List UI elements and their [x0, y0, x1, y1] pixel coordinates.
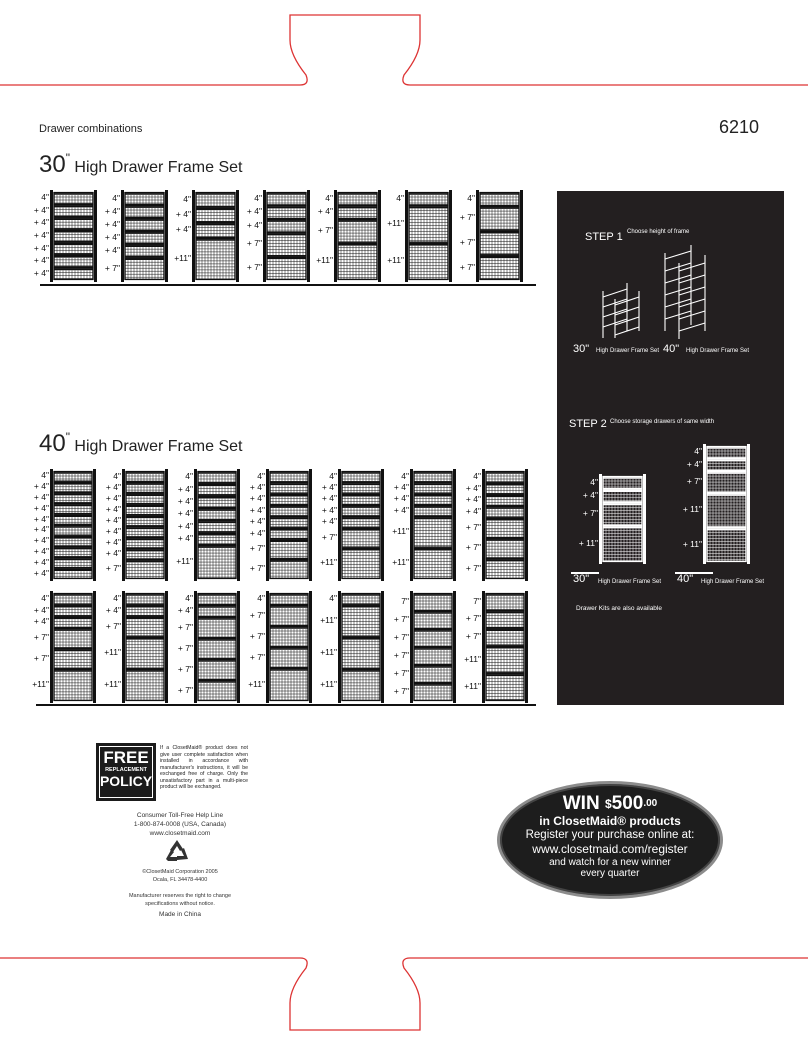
contact-phone: 1-800-874-0008 (USA, Canada)	[133, 821, 227, 828]
drawer-7-inch	[198, 660, 236, 680]
heading-40-text: High Drawer Frame Set	[69, 438, 243, 455]
made-in: Made in China	[159, 911, 201, 918]
badge-replacement: REPLACEMENT	[105, 767, 147, 773]
drawer-size-label: + 7"	[177, 621, 193, 632]
promo-amount: 500	[611, 793, 644, 814]
drawer-size-label: + 4"	[321, 516, 337, 527]
drawer-size-label: + 7"	[246, 238, 262, 249]
drawer-size-label: + 4"	[33, 255, 49, 266]
drawer-size-label: + 7"	[393, 650, 409, 660]
drawer-7-inch	[270, 627, 308, 647]
drawer-7-inch	[270, 648, 308, 668]
drawer-7-inch	[270, 540, 308, 559]
drawer-size-label: + 4"	[33, 535, 49, 546]
drawer-size-label: + 4"	[33, 204, 49, 215]
drawer-size-label: 7"	[401, 596, 409, 606]
drawer-size-label: + 11"	[682, 504, 702, 515]
drawer-7-inch	[126, 560, 164, 578]
drawer-size-label: + 4"	[33, 616, 49, 627]
drawer-size-label: +11"	[248, 678, 265, 689]
drawer-7-inch	[270, 606, 308, 626]
recycle-icon	[163, 839, 191, 865]
drawer-size-label: +11"	[320, 678, 337, 689]
drawer-size-label: + 4"	[175, 224, 191, 235]
drawer-size-label: + 4"	[33, 242, 49, 253]
heading-30-text: High Drawer Frame Set	[69, 159, 243, 176]
free-replacement-badge	[96, 743, 156, 801]
drawer-size-label: + 7"	[393, 632, 409, 642]
drawer-size-label: 4"	[325, 192, 333, 203]
contact-website: www.closetmaid.com	[149, 830, 211, 837]
divider-30	[40, 284, 536, 286]
drawer-frame-set	[462, 469, 548, 581]
drawer-size-label: + 4"	[175, 208, 191, 219]
drawer-size-label: +11"	[387, 218, 404, 229]
drawer-7-inch	[198, 639, 236, 659]
drawer-size-label: + 7"	[465, 630, 481, 641]
drawer-size-label: 4"	[590, 476, 598, 487]
badge-free: FREE	[103, 748, 149, 767]
frame30-number: 30"	[573, 343, 590, 355]
example40-label: High Drawer Frame Set	[701, 579, 765, 585]
drawer-7-inch	[414, 612, 452, 629]
drawer-size-label: + 4"	[393, 504, 409, 515]
heading-40-frame-set	[39, 430, 242, 458]
drawer-size-label: + 7"	[105, 620, 121, 631]
drawer-size-label: + 7"	[249, 630, 265, 641]
drawer-11-inch	[270, 669, 308, 701]
drawer-size-label: +11"	[174, 252, 191, 263]
drawer-size-label: + 7"	[321, 531, 337, 542]
drawer-size-label: + 7"	[459, 261, 475, 272]
divider-40	[36, 704, 536, 706]
drawer-frame-set	[462, 591, 548, 703]
model-number: 6210	[719, 117, 760, 137]
drawer-size-label: + 7"	[33, 652, 49, 663]
drawer-size-label: + 4"	[33, 524, 49, 535]
drawer-size-label: 4"	[41, 470, 49, 481]
heading-40-number: 40	[39, 430, 66, 457]
drawer-size-label: + 4"	[33, 567, 49, 578]
drawer-size-label: +11"	[320, 557, 337, 568]
step1-description: Choose height of frame	[627, 229, 690, 235]
drawer-frame-set	[456, 190, 543, 282]
example30-label: High Drawer Frame Set	[598, 579, 662, 585]
drawer-size-label: +11"	[464, 681, 481, 692]
drawer-size-label: +11"	[104, 646, 121, 657]
promo-line5: and watch for a new winner	[549, 857, 671, 868]
drawer-7-inch	[486, 629, 524, 645]
drawer-7-inch	[270, 560, 308, 579]
drawer-size-label: + 4"	[105, 481, 121, 492]
heading-30-unit: "	[65, 151, 70, 165]
drawer-size-label: +11"	[387, 255, 404, 266]
drawer-size-label: + 7"	[249, 543, 265, 554]
badge-policy: POLICY	[99, 773, 153, 789]
frame30-label: High Drawer Frame Set	[596, 348, 660, 354]
step2-description: Choose storage drawers of same width	[610, 419, 715, 425]
drawer-size-label: + 4"	[249, 516, 265, 527]
drawer-size-label: + 4"	[33, 217, 49, 228]
drawer-size-label: + 7"	[393, 614, 409, 624]
drawer-size-label: + 4"	[177, 605, 193, 615]
drawer-7-inch	[414, 630, 452, 647]
step1-title: STEP 1	[585, 231, 623, 243]
drawer-size-label: + 4"	[246, 206, 262, 217]
drawer-size-label: + 7"	[33, 632, 49, 643]
section-label: Drawer combinations	[39, 123, 143, 135]
drawer-size-label: +11"	[104, 678, 121, 689]
drawer-size-label: + 4"	[33, 556, 49, 567]
drawer-size-label: + 4"	[321, 493, 337, 504]
drawer-size-label: + 7"	[393, 686, 409, 696]
drawer-size-label: 4"	[694, 446, 702, 457]
drawer-size-label: 4"	[396, 192, 404, 203]
frame-illustrations	[595, 241, 755, 341]
heading-30-number: 30	[39, 151, 66, 178]
drawer-size-label: +11"	[392, 557, 409, 568]
drawer-size-label: + 4"	[104, 205, 120, 216]
corp-line1: ©ClosetMaid Corporation 2005	[142, 869, 218, 875]
promo-line4: www.closetmaid.com/register	[532, 842, 688, 856]
drawer-size-label: +11"	[176, 556, 193, 567]
drawer-7-inch	[198, 681, 236, 701]
drawer-size-label: + 4"	[105, 503, 121, 514]
drawer-size-label: + 7"	[249, 651, 265, 662]
drawer-size-label: 7"	[473, 595, 481, 606]
drawer-7-inch	[342, 528, 380, 547]
corp-line2: Ocala, FL 34478-4400	[152, 877, 208, 883]
drawer-size-label: + 4"	[105, 537, 121, 547]
contact-line1: Consumer Toll-Free Help Line	[136, 812, 224, 819]
drawer-size-label: + 4"	[105, 492, 121, 503]
drawer-size-label: + 4"	[249, 493, 265, 504]
drawer-size-label: + 4"	[104, 244, 120, 255]
drawer-size-label: + 4"	[104, 218, 120, 229]
example40-number: 40"	[677, 573, 694, 585]
drawer-size-label: + 4"	[582, 489, 598, 500]
drawer-size-label: + 7"	[465, 613, 481, 624]
drawer-size-label: + 7"	[177, 663, 193, 674]
kits-note: Drawer Kits are also available	[576, 605, 662, 612]
drawer-frame-set	[579, 474, 666, 564]
drawer-size-label: + 4"	[465, 505, 481, 516]
drawer-size-label: +11"	[32, 678, 49, 689]
drawer-size-label: 4"	[113, 470, 121, 481]
drawer-size-label: 4"	[112, 192, 120, 203]
drawer-7-inch	[486, 611, 524, 627]
drawer-size-label: + 7"	[249, 609, 265, 620]
corp-block	[100, 868, 260, 884]
drawer-size-label: 4"	[41, 192, 49, 203]
drawer-size-label: + 4"	[33, 481, 49, 492]
promo-win	[500, 794, 720, 814]
drawer-size-label: + 4"	[249, 504, 265, 515]
drawer-size-label: 4"	[185, 471, 193, 482]
drawer-size-label: + 4"	[104, 231, 120, 242]
drawer-size-label: + 7"	[105, 563, 121, 574]
drawer-size-label: + 7"	[393, 668, 409, 678]
drawer-size-label: + 4"	[33, 267, 49, 278]
drawer-size-label: + 7"	[459, 212, 475, 223]
drawer-size-label: + 4"	[177, 483, 193, 494]
heading-40-unit: "	[65, 430, 70, 444]
frame40-number: 40"	[663, 343, 680, 355]
drawer-7-inch	[414, 666, 452, 683]
promo-line6: every quarter	[580, 868, 640, 879]
drawer-size-label: 4"	[329, 470, 337, 481]
drawer-size-label: 4"	[467, 193, 475, 204]
drawer-size-label: 4"	[41, 592, 49, 603]
drawer-size-label: + 11"	[682, 538, 702, 549]
drawer-size-label: 4"	[185, 593, 193, 603]
drawer-frame-set	[683, 444, 770, 564]
drawer-size-label: + 4"	[393, 493, 409, 504]
drawer-size-label: + 4"	[321, 482, 337, 493]
heading-30-frame-set	[39, 151, 242, 179]
drawer-size-label: +11"	[464, 653, 481, 664]
drawer-size-label: + 7"	[177, 684, 193, 695]
drawer-size-label: + 7"	[582, 508, 598, 519]
drawer-size-label: + 4"	[33, 546, 49, 556]
drawer-7-inch	[414, 684, 452, 701]
drawer-size-label: + 4"	[249, 527, 265, 538]
drawer-size-label: + 4"	[33, 604, 49, 615]
drawer-size-label: + 7"	[686, 476, 702, 487]
drawer-size-label: + 7"	[459, 237, 475, 248]
drawer-size-label: + 4"	[177, 495, 193, 506]
notice-block	[100, 892, 260, 908]
drawer-size-label: + 4"	[465, 482, 481, 493]
drawer-size-label: + 7"	[465, 521, 481, 532]
drawer-size-label: 4"	[473, 470, 481, 481]
frame40-label: High Drawer Frame Set	[686, 348, 750, 354]
drawer-size-label: 4"	[183, 193, 191, 204]
promo-line2: in ClosetMaid® products	[539, 814, 681, 828]
drawer-size-label: + 4"	[321, 504, 337, 515]
example30-number: 30"	[573, 573, 590, 585]
drawer-size-label: + 7"	[465, 542, 481, 553]
contact-block	[100, 811, 260, 838]
drawer-size-label: + 7"	[177, 642, 193, 653]
drawer-size-label: + 4"	[105, 514, 121, 525]
drawer-size-label: + 4"	[177, 532, 193, 543]
drawer-size-label: + 4"	[246, 219, 262, 230]
drawer-size-label: 4"	[113, 592, 121, 603]
drawer-size-label: +11"	[316, 255, 333, 266]
drawer-size-label: 4"	[257, 593, 265, 603]
step2-title: STEP 2	[569, 418, 607, 430]
drawer-size-label: + 7"	[246, 262, 262, 273]
drawer-size-label: + 7"	[249, 563, 265, 574]
promo-cents: .00	[643, 798, 658, 809]
drawer-size-label: + 4"	[686, 458, 702, 469]
drawer-size-label: +11"	[320, 614, 337, 625]
steps-panel	[557, 191, 784, 705]
drawer-size-label: + 4"	[317, 206, 333, 217]
drawer-size-label: + 7"	[465, 562, 481, 573]
drawer-7-inch	[486, 594, 524, 610]
promo-line3: Register your purchase online at:	[525, 829, 695, 841]
drawer-size-label: + 11"	[578, 537, 598, 548]
win-promo-oval	[497, 781, 723, 899]
drawer-size-label: + 4"	[465, 494, 481, 505]
drawer-size-label: + 7"	[317, 224, 333, 235]
drawer-size-label: + 4"	[393, 482, 409, 493]
drawer-7-inch	[198, 618, 236, 638]
notice-line1: Manufacturer reserves the right to change	[128, 893, 232, 899]
drawer-size-label: + 4"	[177, 508, 193, 519]
drawer-7-inch	[414, 648, 452, 665]
drawer-size-label: + 4"	[33, 230, 49, 240]
promo-dollar: $	[604, 797, 612, 811]
drawer-size-label: 4"	[254, 192, 262, 203]
drawer-size-label: 4"	[401, 470, 409, 481]
drawer-size-label: + 4"	[105, 525, 121, 536]
drawer-size-label: +11"	[320, 646, 337, 657]
notice-line2: specifications without notice.	[145, 901, 215, 907]
drawer-7-inch	[414, 594, 452, 611]
drawer-size-label: + 7"	[104, 262, 120, 273]
drawer-size-label: + 4"	[249, 482, 265, 493]
drawer-size-label: 4"	[329, 592, 337, 603]
drawer-size-label: + 4"	[33, 492, 49, 502]
drawer-size-label: 4"	[257, 470, 265, 481]
drawer-size-label: +11"	[392, 526, 409, 537]
drawer-size-label: + 4"	[177, 520, 193, 531]
drawer-size-label: + 4"	[105, 604, 121, 615]
drawer-size-label: + 4"	[105, 548, 121, 559]
promo-win-word: WIN	[562, 793, 605, 814]
drawer-size-label: + 4"	[33, 502, 49, 513]
policy-text: If a ClosetMaid® product does not give user complete satisfaction when installed in accordance with manufacturer's instructions, it will be exchanged free of charge. Only the unsatisfactory part in a multi-piece product will be exchanged.	[160, 745, 248, 790]
drawer-size-label: + 4"	[33, 513, 49, 524]
